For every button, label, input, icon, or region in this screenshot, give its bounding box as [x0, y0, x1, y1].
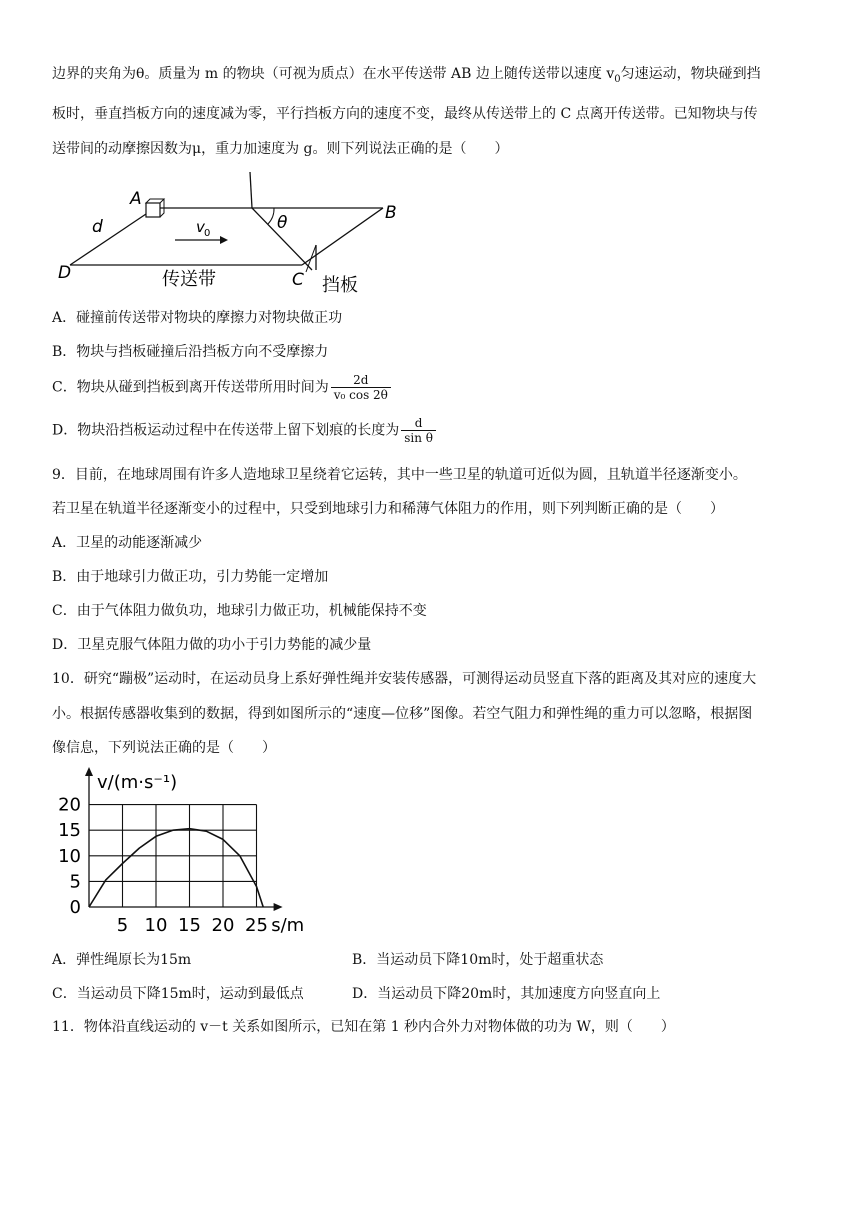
- fraction-d: $\frac{d}{\text{sin θ}}$: [401, 416, 436, 445]
- q8-stem-line1: 边界的夹角为θ。质量为 m 的物块（可视为质点）在水平传送带 AB 边上随传送带以速度 $v_0$匀速运动，物块碰到挡: [52, 66, 761, 85]
- label-A: A: [130, 189, 142, 209]
- q9-option-b: B．由于地球引力做正功，引力势能一定增加: [52, 569, 329, 585]
- velocity-displacement-chart: [52, 765, 322, 940]
- q8-stem-line3: 送带间的动摩擦因数为μ，重力加速度为 g。则下列说法正确的是（ ）: [52, 141, 509, 157]
- y-tick-label: 15: [58, 820, 81, 842]
- q9-option-c: C．由于气体阻力做负功，地球引力做正功，机械能保持不变: [52, 603, 427, 619]
- q10-stem-line3: 像信息，下列说法正确的是（ ）: [52, 740, 276, 756]
- board-label: 挡板: [322, 275, 358, 295]
- label-v0: v: [196, 218, 205, 236]
- y-tick-label: 20: [58, 794, 81, 816]
- q9-stem-line2: 若卫星在轨道半径逐渐变小的过程中，只受到地球引力和稀薄气体阻力的作用，则下列判断正确的是（ ）: [52, 501, 724, 517]
- fraction-c: $\frac{2d}{\text{v₀ cos 2θ}}$: [331, 373, 391, 402]
- q10-stem-line1: 10．研究“蹦极”运动时，在运动员身上系好弹性绳并安装传感器，可测得运动员竖直下落的距离及其对应的速度大: [52, 671, 757, 687]
- q8-option-c: C．物块从碰到挡板到离开传送带所用时间为 $\frac{2d}{\text{v₀ cos 2θ}}$: [52, 373, 391, 402]
- label-C: C: [292, 270, 304, 290]
- q9-stem-line1: 9．目前，在地球周围有许多人造地球卫星绕着它运转，其中一些卫星的轨道可近似为圆，且轨道半径逐渐变小。: [52, 467, 747, 483]
- label-d: d: [92, 217, 103, 237]
- q10-option-a: A．弹性绳原长为15m: [52, 952, 192, 968]
- x-tick-label: 5: [116, 915, 129, 936]
- y-axis-arrow: [85, 767, 93, 776]
- x-tick-label: 10: [144, 915, 168, 936]
- q10-stem-line2: 小。根据传感器收集到的数据，得到如图所示的“速度—位移”图像。若空气阻力和弹性绳的重力可以忽略，根据图: [52, 706, 753, 722]
- q10-option-d: D．当运动员下降20m时，其加速度方向竖直向上: [352, 986, 661, 1002]
- x-axis-label: s/m: [271, 915, 305, 936]
- q9-option-a: A．卫星的动能逐渐减少: [52, 535, 203, 551]
- series-line: [89, 829, 263, 907]
- label-D: D: [58, 263, 72, 283]
- y-tick-label: 10: [58, 845, 81, 867]
- x-tick-label: 25: [245, 915, 268, 936]
- x-axis-arrow: [274, 903, 283, 911]
- label-v0-sub: 0: [204, 228, 211, 239]
- q10-option-b: B．当运动员下降10m时，处于超重状态: [352, 952, 604, 968]
- belt-label: 传送带: [162, 269, 216, 290]
- q10-option-c: C．当运动员下降15m时，运动到最低点: [52, 986, 304, 1002]
- x-tick-label: 15: [178, 915, 201, 936]
- q8-option-a: A．碰撞前传送带对物块的摩擦力对物块做正功: [52, 310, 343, 326]
- q9-option-d: D．卫星克服气体阻力做的功小于引力势能的减少量: [52, 637, 372, 653]
- y-tick-label: 0: [69, 897, 81, 918]
- y-axis-label: v/(m·s⁻¹): [97, 772, 178, 793]
- label-B: B: [385, 203, 397, 223]
- q8-option-d: D．物块沿挡板运动过程中在传送带上留下划痕的长度为 $\frac{d}{\text{sin θ}}$: [52, 416, 436, 445]
- label-theta: θ: [277, 213, 288, 233]
- q11-stem-line1: 11．物体沿直线运动的 v－t 关系如图所示，已知在第 1 秒内合外力对物体做的功为 W，则（ ）: [52, 1019, 675, 1035]
- x-tick-label: 20: [211, 915, 235, 936]
- block: [146, 203, 160, 217]
- conveyor-figure: [50, 170, 420, 295]
- q8-stem-line2: 板时，垂直挡板方向的速度减为零，平行挡板方向的速度不变，最终从传送带上的 C 点离开传送带。已知物块与传: [52, 106, 758, 122]
- y-tick-label: 5: [69, 871, 81, 893]
- q8-option-b: B．物块与挡板碰撞后沿挡板方向不受摩擦力: [52, 344, 329, 360]
